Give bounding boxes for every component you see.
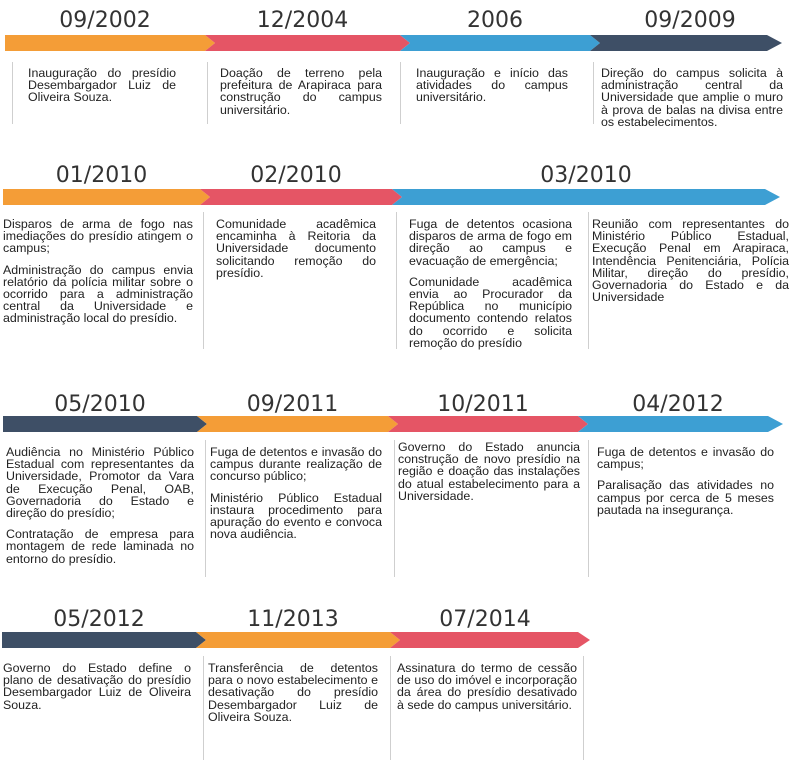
event-description (208, 662, 378, 732)
column-divider (390, 656, 391, 760)
arrow-segment-04-2012 (578, 416, 783, 432)
column-divider (588, 212, 589, 349)
arrow-segment-05-2012 (2, 632, 206, 648)
event-paragraph: Fuga de detentos ocasiona disparos de arma de fogo em direção ao campus e evacuação de emergência; (409, 217, 572, 268)
event-date: 10/2011 (437, 392, 529, 417)
arrow-segment-05-2010 (3, 416, 207, 432)
column-divider (205, 440, 206, 577)
event-paragraph: Comunidade acadêmica encaminha à Reitoria da Universidade documento solicitando remoção do presídio. (216, 217, 376, 280)
event-paragraph: Audiência no Ministério Público Estadual com representantes da Universidade, Promotor da Vara de Execução Penal, OAB, Governadoria do Estado e direção do presídio; (6, 445, 194, 521)
event-date: 02/2010 (250, 163, 342, 188)
event-date: 03/2010 (540, 163, 632, 188)
event-description (6, 446, 194, 574)
arrow-segment-09-2011 (197, 416, 398, 432)
arrow-segment-03-2010 (392, 189, 780, 205)
event-description (28, 67, 176, 113)
arrow-segment-10-2011 (388, 416, 588, 432)
column-divider (396, 212, 397, 349)
event-description (398, 441, 580, 511)
event-description (597, 446, 774, 525)
event-paragraph: Comunidade acadêmica envia ao Procurador da República no município documento contendo relatos do ocorrido e solicita remoção do presídio (409, 274, 572, 350)
event-paragraph: Direção do campus solicita à administração central da Universidade que amplie o muro à prova de balas na divisa entre os estabelecimentos. (601, 66, 783, 129)
event-paragraph: Inauguração e início das atividades do campus universitário. (416, 66, 568, 105)
event-date: 12/2004 (256, 8, 349, 33)
arrow-segment-02-2010 (200, 189, 402, 205)
event-paragraph: Reunião com representantes do Ministério Público Estadual, Execução Penal em Arapiraca, Intendência Penitenciária, Polícia Militar, direção do presídio, Governadoria do Estado e da Universidade (592, 217, 789, 305)
event-description (210, 446, 382, 549)
event-description (216, 218, 376, 288)
event-date: 05/2012 (53, 607, 145, 632)
event-date: 01/2010 (55, 163, 148, 188)
column-divider (203, 656, 204, 760)
event-date: 05/2010 (54, 392, 146, 417)
event-paragraph: Disparos de arma de fogo nas imediações do presídio atingem o campus; (3, 217, 193, 256)
event-date: 09/2011 (246, 392, 339, 417)
arrow-segment-11-2013 (196, 632, 400, 648)
column-divider (12, 62, 13, 124)
event-date: 2006 (467, 8, 523, 33)
event-description (3, 662, 191, 720)
event-description (592, 218, 789, 312)
event-date: 04/2012 (632, 392, 724, 417)
arrow-segment-01-2010 (3, 189, 210, 205)
arrow-segment-09-2009 (590, 35, 782, 51)
event-paragraph: Administração do campus envia relatório da polícia militar sobre o ocorrido para a administração central da Universidade e administração local do presídio. (3, 262, 193, 326)
column-divider (588, 440, 589, 577)
event-paragraph: Governo do Estado anuncia construção de novo presídio na região e doação das instalações do atual estabelecimento para a Universidade. (398, 440, 580, 503)
event-description (601, 67, 783, 137)
event-description (3, 218, 193, 334)
event-paragraph: Fuga de detentos e invasão do campus durante realização de concurso público; (210, 445, 382, 484)
event-paragraph: Doação de terreno pela prefeitura de Arapiraca para construção do campus universitário. (220, 66, 382, 117)
event-paragraph: Transferência de detentos para o novo estabelecimento e desativação do presídio Desembargador Luiz de Oliveira Souza. (208, 661, 378, 724)
event-paragraph: Assinatura do termo de cessão de uso do imóvel e incorporação da área do presídio desativado à sede do campus universitário. (397, 661, 577, 712)
event-description (409, 218, 572, 358)
event-paragraph: Paralisação das atividades no campus por cerca de 5 meses pautada na insegurança. (597, 478, 774, 517)
event-date: 09/2002 (59, 8, 151, 33)
event-paragraph: Governo do Estado define o plano de desativação do presídio Desembargador Luiz de Oliveira Souza. (3, 661, 191, 712)
column-divider (400, 62, 401, 124)
column-divider (203, 212, 204, 349)
event-paragraph: Inauguração do presídio Desembargador Luiz de Oliveira Souza. (28, 66, 176, 105)
event-date: 09/2009 (644, 8, 736, 33)
event-paragraph: Contratação de empresa para montagem de rede laminada no entorno do presídio. (6, 527, 194, 566)
column-divider (207, 62, 208, 124)
column-divider (394, 440, 395, 577)
column-divider (593, 62, 594, 124)
arrow-segment-09-2002 (5, 35, 215, 51)
event-description (397, 662, 577, 720)
event-date: 07/2014 (439, 607, 531, 632)
event-paragraph: Ministério Público Estadual instaura procedimento para apuração do evento e convoca nova audiência. (210, 490, 382, 542)
event-description (416, 67, 568, 113)
arrow-segment-2006 (400, 35, 600, 51)
event-description (220, 67, 382, 125)
arrow-segment-07-2014 (390, 632, 590, 648)
arrow-segment-12-2004 (205, 35, 410, 51)
column-divider (583, 656, 584, 760)
event-date: 11/2013 (247, 607, 339, 632)
event-paragraph: Fuga de detentos e invasão do campus; (597, 445, 774, 472)
